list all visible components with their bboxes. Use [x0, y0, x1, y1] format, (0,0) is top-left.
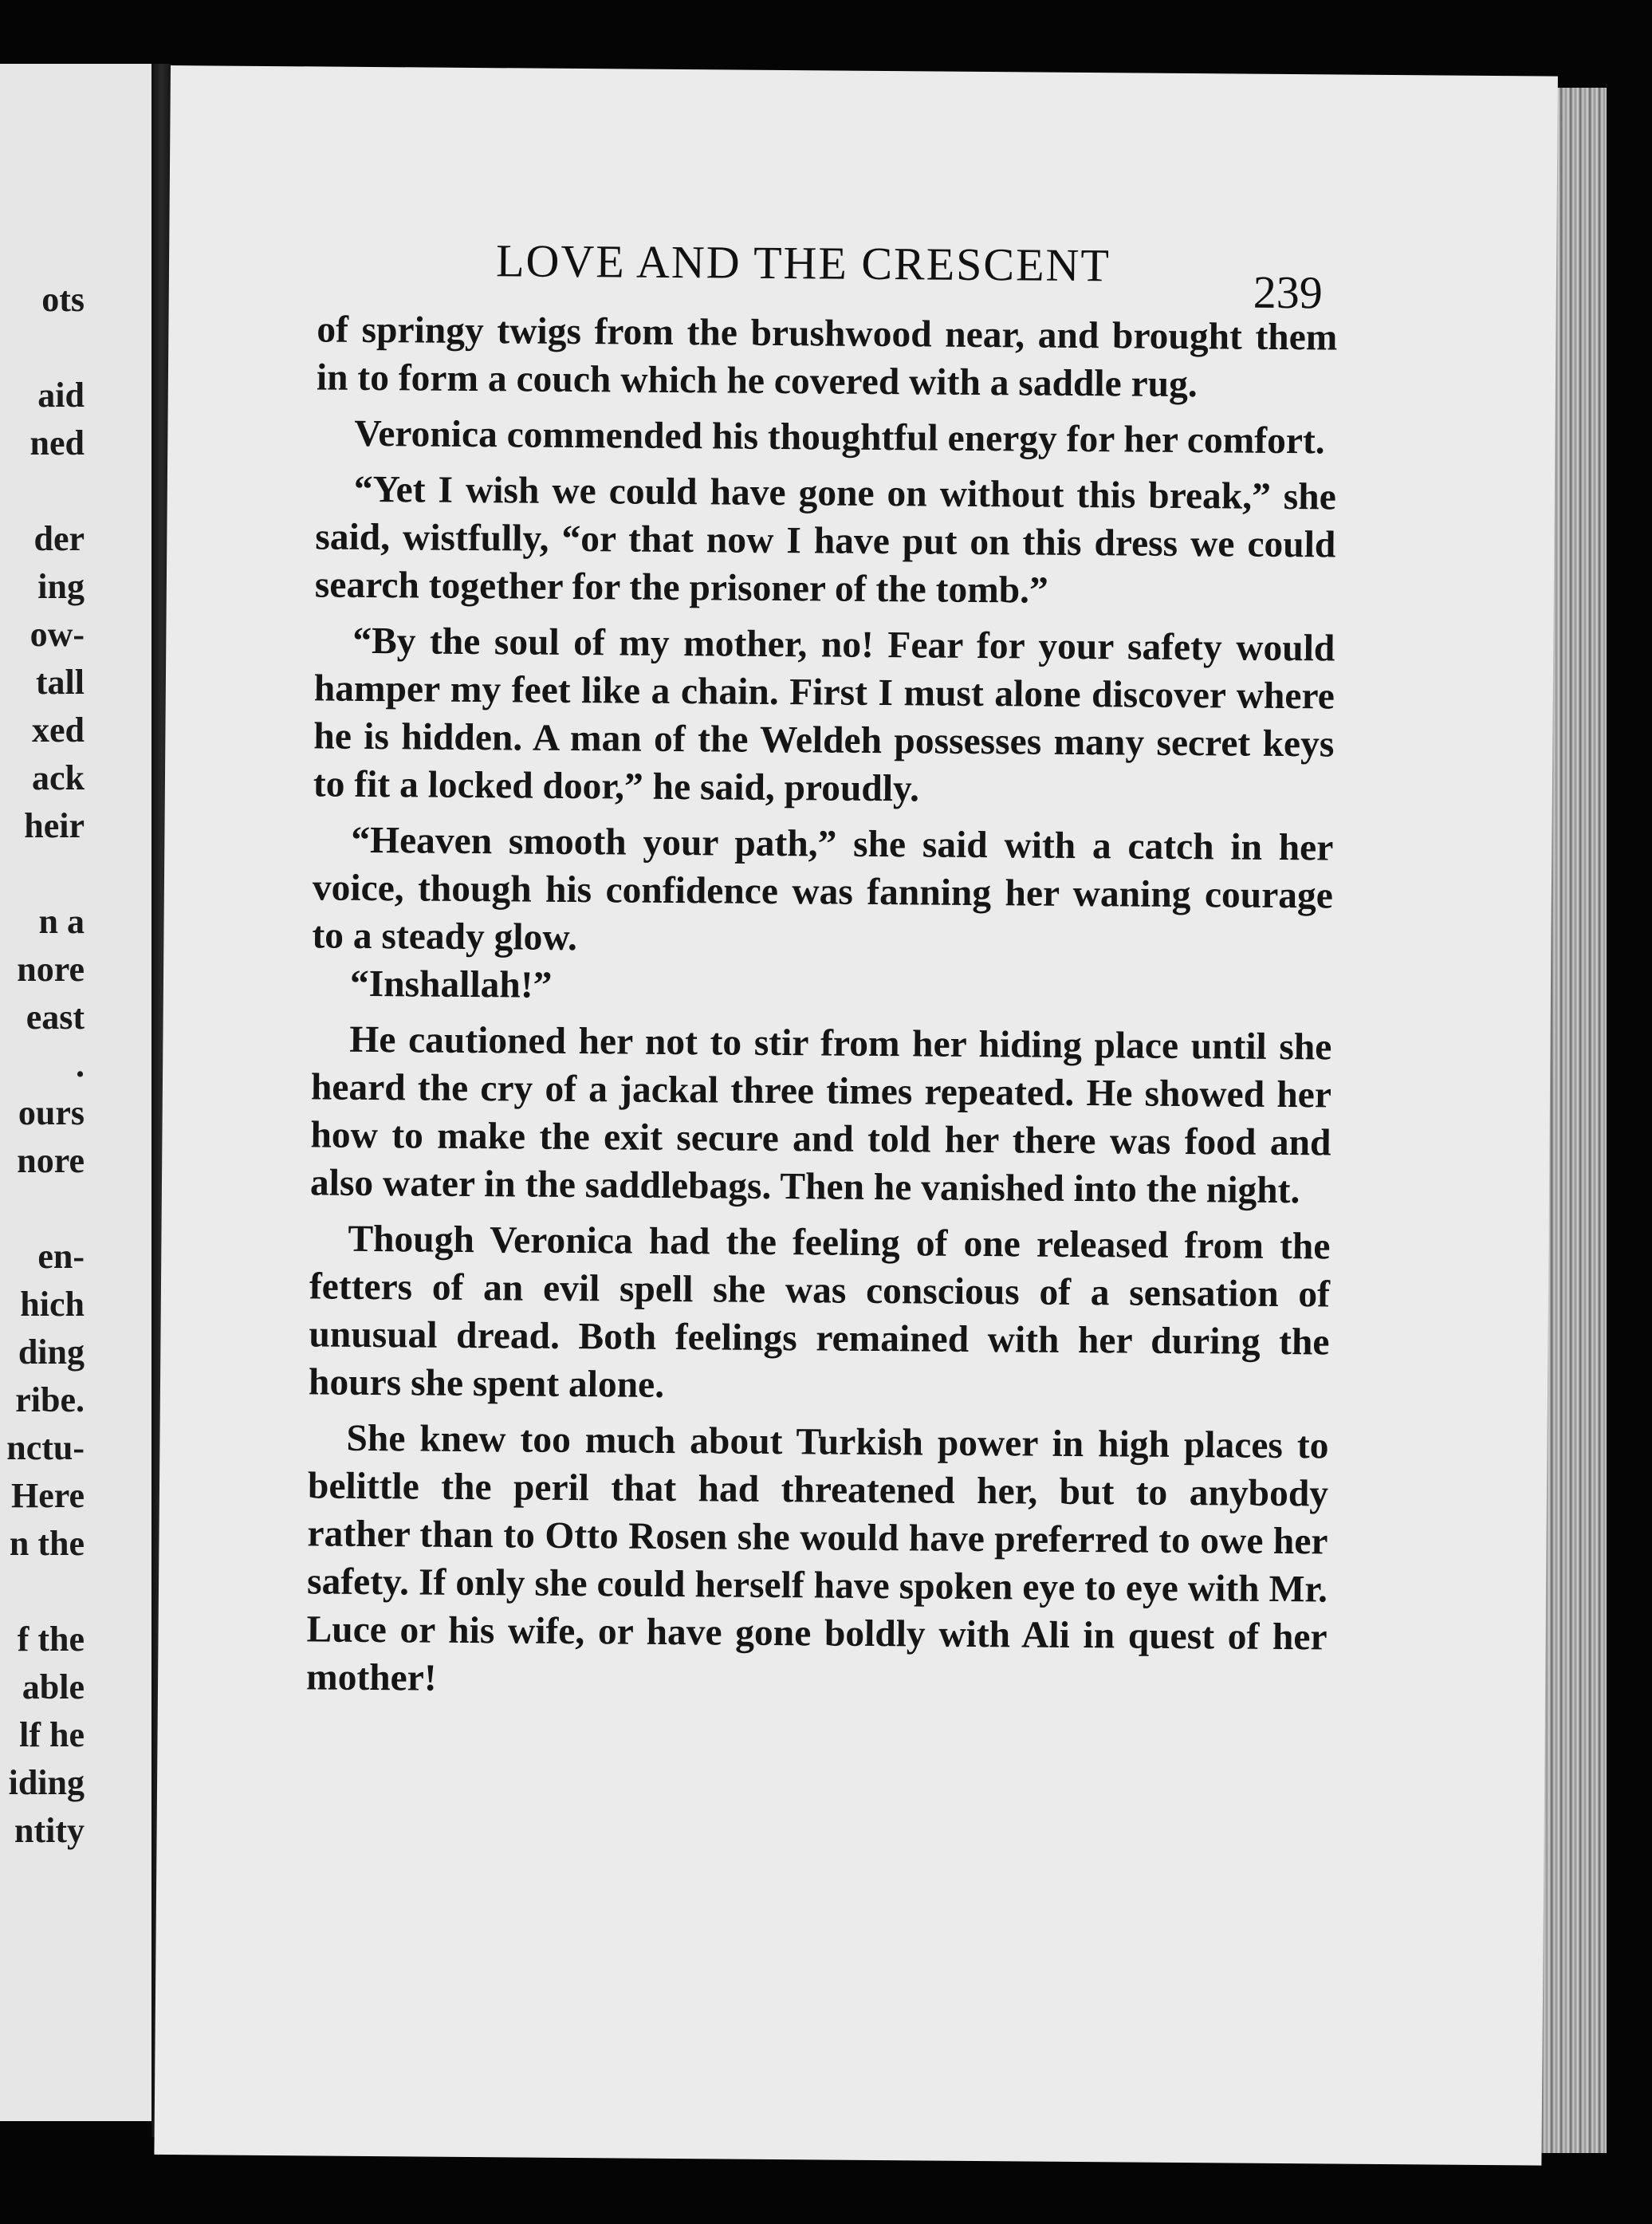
page-body [306, 305, 1338, 1709]
paragraph: of springy twigs from the brushwood near, and brought them in to form a couch which he covered with a saddle rug. [316, 309, 1338, 406]
left-page-fragment: nore [17, 1141, 85, 1180]
left-page-fragment: ntity [14, 1811, 85, 1850]
left-page-fragment: hich [20, 1285, 85, 1324]
left-page-fragment: lf he [19, 1715, 85, 1754]
left-page-fragment: en- [37, 1237, 85, 1276]
left-page-fragment: ribe. [15, 1380, 85, 1419]
left-page-fragment: . [76, 1045, 85, 1084]
left-page-fragment: tall [35, 663, 85, 702]
paragraph: Though Veronica had the feeling of one released from the fetters of an evil spell she was conscious of a sensation of unusual dread. Both feelings remained with her during the hours she spent alone. [308, 1218, 1331, 1406]
left-page-fragment: der [33, 519, 85, 558]
paragraph: “Yet I wish we could have gone on without this break,” she said, wistfully, “or that now I have put on this dress we could search together for the prisoner of the tomb.” [314, 468, 1336, 612]
paragraph: “Heaven smooth your path,” she said with a catch in her voice, though his confidence was fanning her waning courage to a steady glow. [312, 819, 1334, 959]
running-head: LOVE AND THE CRESCENT [495, 234, 1111, 292]
left-page-fragment: iding [8, 1763, 85, 1802]
left-facing-page [0, 64, 156, 2121]
left-page-fragment: nore [17, 950, 85, 989]
left-page-fragment: ack [32, 758, 85, 797]
left-page-fragment: nctu- [6, 1428, 85, 1467]
left-page-fragment: Here [10, 1476, 85, 1515]
left-page-fragment: ours [18, 1093, 85, 1132]
left-page-fragment: able [22, 1667, 85, 1706]
left-page-fragment: n a [38, 902, 85, 941]
page-number: 239 [1253, 266, 1324, 319]
paragraph: She knew too much about Turkish power in high places to belittle the peril that had threatened her, but to anybody rather than to Otto Rosen she would have preferred to owe her safety. If only she could herself have spoken eye to eye with Mr. Luce or his wife, or have gone boldly with Ali in quest of her mother! [305, 1417, 1329, 1699]
left-page-fragment: n the [9, 1524, 85, 1563]
left-page-fragment: xed [32, 710, 85, 750]
left-page-fragment: east [26, 998, 85, 1037]
left-page-fragment: f the [17, 1620, 85, 1659]
paragraph: “By the soul of my mother, no! Fear for your safety would hamper my feet like a chain. First I must alone discover where he is hidden. A man of the Weldeh possesses many secret keys to fit a locked door,” he said, proudly. [313, 620, 1335, 810]
left-page-fragment: ing [37, 567, 85, 606]
paragraph: Veronica commended his thoughtful energy for her comfort. [354, 412, 1325, 463]
left-page-fragment: ots [41, 280, 85, 319]
right-page [154, 65, 1558, 2166]
paragraph: He cautioned her not to stir from her hiding place until she heard the cry of a jackal three times repeated. He showed her how to make the exit secure and told her there was food and also water in the saddlebags. Then he vanished into the night. [309, 1018, 1332, 1212]
left-page-fragment: ding [18, 1332, 85, 1372]
left-page-fragment: ned [30, 423, 85, 463]
paragraph: “Inshallah!” [349, 962, 553, 1006]
left-page-fragment: ow- [30, 615, 85, 654]
left-page-fragment: aid [37, 376, 85, 415]
left-page-fragment: heir [24, 806, 85, 845]
